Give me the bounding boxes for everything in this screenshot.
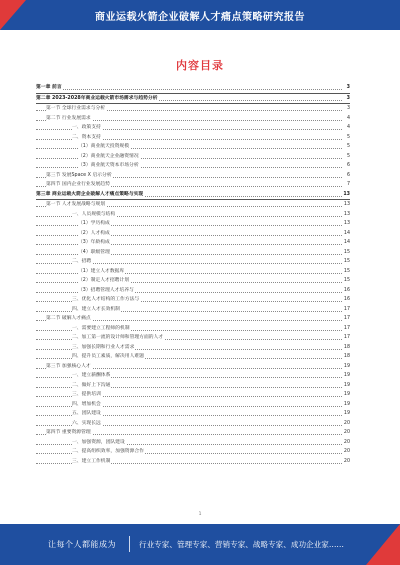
- toc-entry-page: 15: [343, 267, 350, 277]
- toc-entry[interactable]: [36, 219, 350, 229]
- toc-entry-title: （3）年龄构成: [78, 240, 110, 245]
- toc-entry-title: 四、建立人才长效机制: [72, 306, 120, 312]
- toc-entry-page: 17: [343, 324, 350, 334]
- toc-entry-title: （2）人才构成: [78, 230, 110, 236]
- toc-entry[interactable]: [36, 161, 350, 171]
- toc-entry[interactable]: [36, 447, 350, 457]
- toc-entry-page: 5: [346, 133, 350, 143]
- toc-entry-page: 15: [343, 257, 350, 267]
- toc-entry-title: 第一节 人才发展战略与规划: [46, 202, 106, 207]
- toc-entry-title: 三、优化人才结构的工作方法与: [72, 297, 140, 302]
- toc-entry-title: 二、招聘: [72, 259, 92, 264]
- footer-red-corner: [366, 524, 400, 565]
- toc-entry[interactable]: [36, 286, 350, 296]
- toc-entry-title: 二、做好上下沟通: [72, 382, 111, 388]
- toc-entry-title: （2）商业航天企业融资情况: [78, 153, 139, 159]
- toc-entry-title: 五、团队建设: [72, 411, 101, 416]
- toc-entry[interactable]: [36, 142, 350, 152]
- toc-entry-page: 4: [346, 114, 350, 124]
- toc-entry-page: 14: [343, 229, 350, 239]
- toc-entry[interactable]: [36, 123, 350, 133]
- toc-entry-page: 3: [346, 104, 350, 114]
- toc-entry-page: 14: [343, 238, 350, 248]
- toc-entry-title: 四、增加机会: [72, 401, 101, 407]
- toc-entry[interactable]: [36, 333, 350, 343]
- toc-entry[interactable]: [36, 171, 350, 181]
- toc-entry-title: 四、提升员工素质，解决用人难题: [72, 354, 144, 359]
- toc-entry-title: 一、人员规模与结构: [72, 211, 116, 217]
- toc-entry-title: （3）招聘管理人才培养与: [78, 287, 134, 293]
- toc-entry[interactable]: [36, 104, 350, 114]
- toc-entry-page: 19: [343, 371, 350, 381]
- toc-entry[interactable]: [36, 390, 350, 400]
- toc-entry-title: （1）学历构成: [78, 221, 110, 226]
- toc-entry-title: 三、加强长期和行业人才需求: [72, 344, 135, 350]
- toc-entry-page: 19: [343, 390, 350, 400]
- toc-entry-title: 二、提高组织效率，加强资源合作: [72, 449, 144, 454]
- toc-entry-title: 六、实现长远: [72, 420, 101, 426]
- toc-entry-page: 18: [343, 352, 350, 362]
- toc-entry-title: （1）商业航天投资规模: [78, 144, 130, 149]
- toc-entry-page: 15: [343, 276, 350, 286]
- toc-entry-title: （3）商业航天资本市场分析: [78, 163, 139, 168]
- toc-entry-title: （4）职级管理: [78, 249, 110, 255]
- toc-entry-title: 第四节 国内企业行业发展趋势: [46, 182, 110, 187]
- toc-entry-page: 17: [343, 305, 350, 315]
- toc-entry[interactable]: [36, 305, 350, 315]
- toc-entry-page: 6: [346, 161, 350, 171]
- toc-entry[interactable]: [36, 438, 350, 448]
- toc-entry[interactable]: [36, 94, 350, 105]
- toc-entry[interactable]: [36, 409, 350, 419]
- toc-entry[interactable]: [36, 210, 350, 220]
- toc-entry-page: 19: [343, 362, 350, 372]
- toc-entry[interactable]: [36, 200, 350, 210]
- toc-entry-title: 第三节 加强核心人才: [46, 363, 91, 369]
- toc-entry-title: 第二节 破解人才痛点: [46, 316, 91, 321]
- toc-entry-page: 19: [343, 400, 350, 410]
- toc-entry-title: 一、建立薪酬体系: [72, 373, 111, 378]
- toc-entry[interactable]: [36, 180, 350, 190]
- toc-entry-title: 一、需要建立工程师的机制: [72, 325, 130, 331]
- toc-heading: 内容目录: [176, 59, 224, 72]
- toc-entry-page: 17: [343, 333, 350, 343]
- toc-entry[interactable]: [36, 257, 350, 267]
- toc-entry-page: 5: [346, 152, 350, 162]
- toc-entry[interactable]: [36, 267, 350, 277]
- footer-slogan: 让每个人都能成为: [48, 540, 116, 549]
- toc-entry-page: 13: [342, 190, 350, 200]
- toc-entry-page: 3: [346, 83, 350, 93]
- toc-entry[interactable]: [36, 314, 350, 324]
- toc-entry[interactable]: [36, 276, 350, 286]
- toc-entry-page: 18: [343, 343, 350, 353]
- toc-entry-page: 20: [343, 447, 350, 457]
- toc-entry-page: 16: [343, 295, 350, 305]
- toc-entry-page: 13: [343, 210, 350, 220]
- toc-entry-title: 第四节 重要资源管理: [46, 430, 91, 435]
- toc-entry[interactable]: [36, 419, 350, 429]
- toc-entry[interactable]: [36, 362, 350, 372]
- toc-entry-page: 20: [343, 428, 350, 438]
- toc-entry-page: 13: [343, 219, 350, 229]
- toc-entry-page: 20: [343, 457, 350, 467]
- toc-entry[interactable]: [36, 114, 350, 124]
- toc-entry-title: 三、提供培训: [72, 392, 101, 397]
- report-header: [0, 0, 400, 30]
- toc-entry-page: 3: [346, 94, 350, 104]
- toc-entry-title: 一、加强资源，团队建设: [72, 439, 125, 445]
- toc-entry-title: 第一节 全球行业需求与分析: [46, 106, 106, 111]
- toc-entry-title: 一、政策支持: [72, 125, 101, 130]
- page-number: 1: [198, 512, 202, 517]
- toc-entry[interactable]: [36, 295, 350, 305]
- toc-entry[interactable]: [36, 238, 350, 248]
- toc-entry[interactable]: [36, 352, 350, 362]
- toc-entry[interactable]: [36, 400, 350, 410]
- toc-entry-title: 第三章 商业运载火箭企业破解人才痛点策略与实现: [36, 191, 144, 197]
- toc-entry-page: 13: [343, 200, 350, 210]
- toc-entry[interactable]: [36, 190, 350, 201]
- toc-entry-title: 第三节 发展Space X 启示分析: [46, 172, 112, 178]
- table-of-contents: [36, 83, 350, 466]
- toc-entry-title: 第二章 2023-2028年商业运载火箭市场需求与趋势分析: [36, 95, 158, 101]
- toc-entry[interactable]: [36, 152, 350, 162]
- toc-entry-title: 第一章 前言: [36, 85, 62, 90]
- toc-entry-page: 4: [346, 123, 350, 133]
- toc-entry-page: 20: [343, 438, 350, 448]
- toc-entry[interactable]: [36, 381, 350, 391]
- toc-entry-page: 7: [346, 180, 350, 190]
- toc-entry[interactable]: [36, 371, 350, 381]
- toc-entry[interactable]: [36, 248, 350, 258]
- toc-entry[interactable]: [36, 133, 350, 143]
- toc-entry-title: 二、资本支持: [72, 134, 101, 140]
- toc-entry-page: 15: [343, 248, 350, 258]
- toc-entry-page: 19: [343, 409, 350, 419]
- toc-entry[interactable]: [36, 229, 350, 239]
- toc-entry-page: 5: [346, 142, 350, 152]
- toc-entry-page: 16: [343, 286, 350, 296]
- toc-leader-dots: [36, 89, 342, 90]
- toc-entry-page: 19: [343, 381, 350, 391]
- toc-entry-page: 20: [343, 419, 350, 429]
- footer-divider: [129, 536, 130, 552]
- report-title: 商业运载火箭企业破解人才痛点策略研究报告: [95, 12, 305, 23]
- toc-entry[interactable]: [36, 428, 350, 438]
- toc-entry-title: 第二节 行业发展需求: [46, 115, 91, 121]
- toc-entry-page: 6: [346, 171, 350, 181]
- toc-entry[interactable]: [36, 83, 350, 94]
- toc-entry[interactable]: [36, 457, 350, 467]
- toc-entry-title: （1）建立人才数据库: [78, 268, 125, 274]
- toc-entry-title: 二、加工第一流的设计师和管理方面的人才: [72, 335, 164, 340]
- toc-entry[interactable]: [36, 324, 350, 334]
- toc-entry-title: 三、建立工作机制: [72, 458, 111, 464]
- toc-entry-page: 17: [343, 314, 350, 324]
- footer-tagline: 行业专家、管理专家、营销专家、战略专家、成功企业家……: [139, 540, 345, 549]
- toc-entry-title: （2）制定人才招聘计划: [78, 278, 130, 283]
- footer-banner: [0, 524, 400, 565]
- toc-entry[interactable]: [36, 343, 350, 353]
